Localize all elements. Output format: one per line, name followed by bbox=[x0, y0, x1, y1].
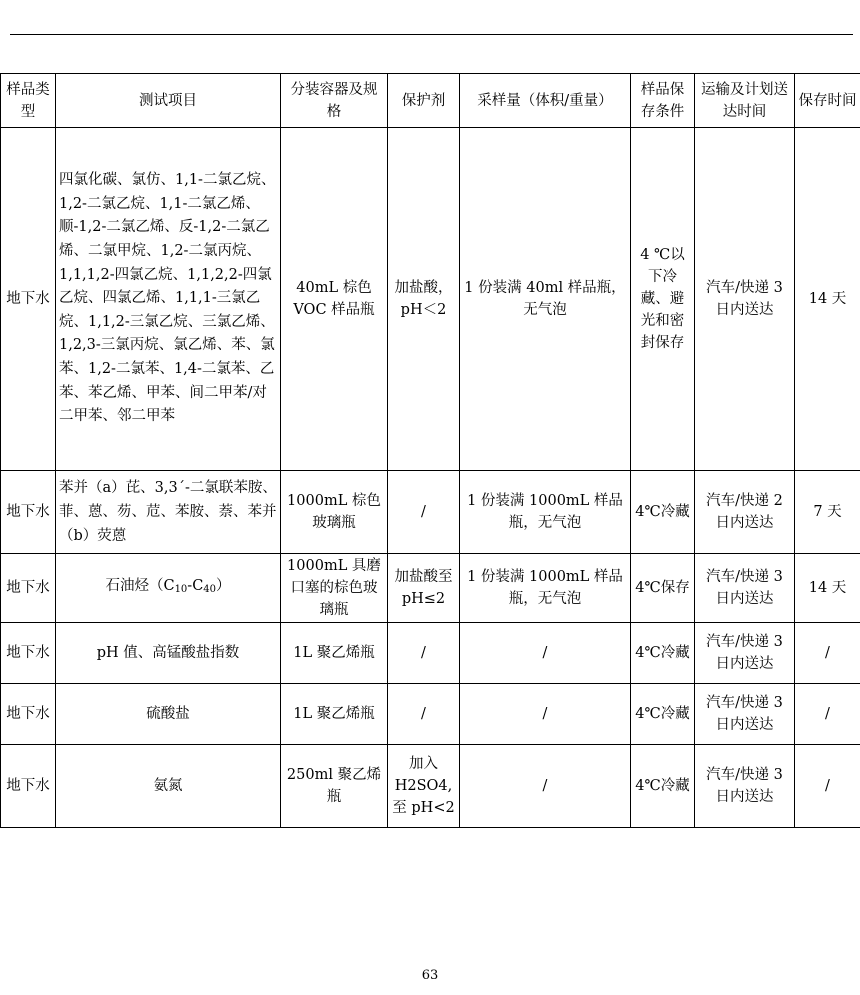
cell-container: 1L 聚乙烯瓶 bbox=[281, 623, 388, 684]
table-row bbox=[1, 623, 860, 684]
cell-holding-time: / bbox=[795, 745, 860, 828]
header-sample-volume: 采样量（体积/重量） bbox=[460, 74, 631, 128]
cell-holding-time: 14 天 bbox=[795, 554, 860, 623]
table-row bbox=[1, 128, 860, 471]
cell-sample-volume: / bbox=[460, 684, 631, 745]
cell-sample-volume: 1 份装满 1000mL 样品瓶，无气泡 bbox=[460, 471, 631, 554]
cell-storage-condition: 4 ℃以下冷藏、避光和密封保存 bbox=[631, 128, 695, 471]
cell-transport: 汽车/快递 2 日内送达 bbox=[695, 471, 795, 554]
cell-sample-volume: 1 份装满 40ml 样品瓶，无气泡 bbox=[460, 128, 631, 471]
cell-transport: 汽车/快递 3 日内送达 bbox=[695, 128, 795, 471]
cell-container: 1000mL 棕色玻璃瓶 bbox=[281, 471, 388, 554]
header-row bbox=[1, 74, 860, 128]
cell-preservative: / bbox=[388, 471, 460, 554]
cell-transport: 汽车/快递 3 日内送达 bbox=[695, 623, 795, 684]
cell-sample-volume: / bbox=[460, 623, 631, 684]
cell-test-items: 苯并（a）芘、3,3ˊ-二氯联苯胺、菲、蒽、芴、苊、苯胺、萘、苯并（b）荧蒽 bbox=[56, 471, 281, 554]
cell-sample-volume: 1 份装满 1000mL 样品瓶，无气泡 bbox=[460, 554, 631, 623]
cell-test-items: 硫酸盐 bbox=[56, 684, 281, 745]
cell-test-items: pH 值、高锰酸盐指数 bbox=[56, 623, 281, 684]
cell-container: 250ml 聚乙烯瓶 bbox=[281, 745, 388, 828]
cell-preservative: / bbox=[388, 684, 460, 745]
cell-container: 1000mL 具磨口塞的棕色玻璃瓶 bbox=[281, 554, 388, 623]
cell-sample-type: 地下水 bbox=[1, 471, 56, 554]
top-rule bbox=[10, 34, 853, 35]
items-subscript-end: 40 bbox=[203, 584, 217, 595]
items-mid: -C bbox=[187, 578, 204, 594]
cell-storage-condition: 4℃冷藏 bbox=[631, 623, 695, 684]
table-row bbox=[1, 684, 860, 745]
cell-sample-type: 地下水 bbox=[1, 684, 56, 745]
cell-holding-time: 14 天 bbox=[795, 128, 860, 471]
header-holding-time: 保存时间 bbox=[795, 74, 860, 128]
page-number: 63 bbox=[421, 968, 439, 983]
cell-holding-time: / bbox=[795, 684, 860, 745]
header-sample-type: 样品类型 bbox=[1, 74, 56, 128]
cell-preservative: 加盐酸至 pH≤2 bbox=[388, 554, 460, 623]
cell-sample-type: 地下水 bbox=[1, 623, 56, 684]
cell-test-items: 氨氮 bbox=[56, 745, 281, 828]
cell-container: 1L 聚乙烯瓶 bbox=[281, 684, 388, 745]
cell-transport: 汽车/快递 3 日内送达 bbox=[695, 554, 795, 623]
header-container: 分装容器及规格 bbox=[281, 74, 388, 128]
header-test-items: 测试项目 bbox=[56, 74, 281, 128]
cell-sample-type: 地下水 bbox=[1, 128, 56, 471]
cell-holding-time: / bbox=[795, 623, 860, 684]
cell-test-items: 四氯化碳、氯仿、1,1-二氯乙烷、1,2-二氯乙烷、1,1-二氯乙烯、顺-1,2-二氯乙烯、反-1,2-二氯乙烯、二氯甲烷、1,2-二氯丙烷、1,1,1,2-四氯乙烷、1,1,2,2-四氯乙烷、四氯乙烯、1,1,1-三氯乙烷、1,1,2-三氯乙烷、三氯乙烯、1,2,3-三氯丙烷、氯乙烯、苯、氯苯、1,2-二氯苯、1,4-二氯苯、乙苯、苯乙烯、甲苯、间二甲苯/对二甲苯、邻二甲苯 bbox=[56, 128, 281, 471]
cell-storage-condition: 4℃保存 bbox=[631, 554, 695, 623]
cell-preservative: 加入 H2SO4,至 pH<2 bbox=[388, 745, 460, 828]
sampling-table bbox=[0, 73, 860, 828]
cell-sample-volume: / bbox=[460, 745, 631, 828]
cell-preservative: 加盐酸，pH＜2 bbox=[388, 128, 460, 471]
header-preservative: 保护剂 bbox=[388, 74, 460, 128]
items-prefix: 石油烃（C bbox=[105, 578, 175, 594]
table-row bbox=[1, 554, 860, 623]
cell-transport: 汽车/快递 3 日内送达 bbox=[695, 745, 795, 828]
cell-sample-type: 地下水 bbox=[1, 745, 56, 828]
table-row bbox=[1, 471, 860, 554]
cell-storage-condition: 4℃冷藏 bbox=[631, 684, 695, 745]
header-storage-condition: 样品保存条件 bbox=[631, 74, 695, 128]
cell-container: 40mL 棕色 VOC 样品瓶 bbox=[281, 128, 388, 471]
header-transport: 运输及计划送达时间 bbox=[695, 74, 795, 128]
cell-holding-time: 7 天 bbox=[795, 471, 860, 554]
cell-storage-condition: 4℃冷藏 bbox=[631, 745, 695, 828]
items-subscript-start: 10 bbox=[174, 584, 188, 595]
cell-transport: 汽车/快递 3 日内送达 bbox=[695, 684, 795, 745]
cell-sample-type: 地下水 bbox=[1, 554, 56, 623]
items-suffix: ） bbox=[216, 578, 231, 594]
cell-preservative: / bbox=[388, 623, 460, 684]
table-row bbox=[1, 745, 860, 828]
cell-storage-condition: 4℃冷藏 bbox=[631, 471, 695, 554]
cell-test-items bbox=[56, 554, 281, 623]
